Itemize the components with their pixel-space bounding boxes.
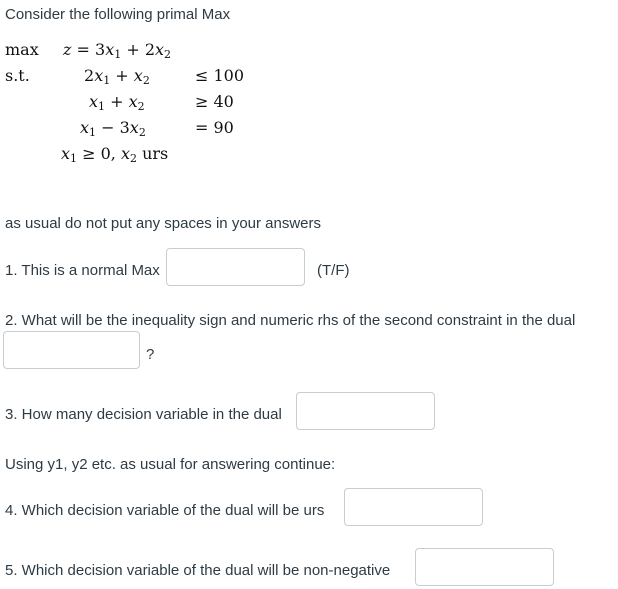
st-label: s.t. [5, 66, 30, 85]
question-5-answer-input[interactable] [415, 548, 554, 586]
constraint-1-lhs: $2x_1 + x_2$ [84, 66, 150, 87]
constraint-2-lhs: $x_1 + x_2$ [89, 92, 145, 113]
constraint-1-rhs: ≤ 100 [195, 66, 245, 85]
objective-label: max [5, 40, 39, 59]
sign-restrictions: $x_1 \ge 0$, $x_2$ urs [61, 144, 169, 165]
question-1-hint: (T/F) [317, 262, 350, 279]
instruction-text: Using y1, y2 etc. as usual for answering continue: [5, 456, 336, 473]
question-1-answer-input[interactable] [166, 248, 305, 286]
question-2-hint: ? [146, 346, 155, 363]
question-3-answer-input[interactable] [296, 392, 435, 430]
constraint-3-rhs: = 90 [195, 118, 234, 137]
question-4-label: 4. Which decision variable of the dual will be urs [5, 502, 325, 519]
question-2-answer-input[interactable] [3, 331, 140, 369]
urs-label: urs [142, 144, 169, 163]
constraint-3-lhs: $x_1 - 3x_2$ [80, 118, 146, 139]
question-3-label: 3. How many decision variable in the dual [5, 406, 282, 423]
question-1-label: 1. This is a normal Max [5, 262, 160, 279]
note-text: as usual do not put any spaces in your answers [5, 215, 322, 232]
question-2-label: 2. What will be the inequality sign and numeric rhs of the second constraint in the dual [5, 312, 576, 329]
question-5-label: 5. Which decision variable of the dual will be non-negative [5, 562, 391, 579]
intro-text: Consider the following primal Max [5, 6, 231, 23]
question-4-answer-input[interactable] [344, 488, 483, 526]
constraint-2-rhs: ≥ 40 [195, 92, 234, 111]
objective-function: $z = 3x_1 + 2x_2$ [63, 40, 172, 61]
